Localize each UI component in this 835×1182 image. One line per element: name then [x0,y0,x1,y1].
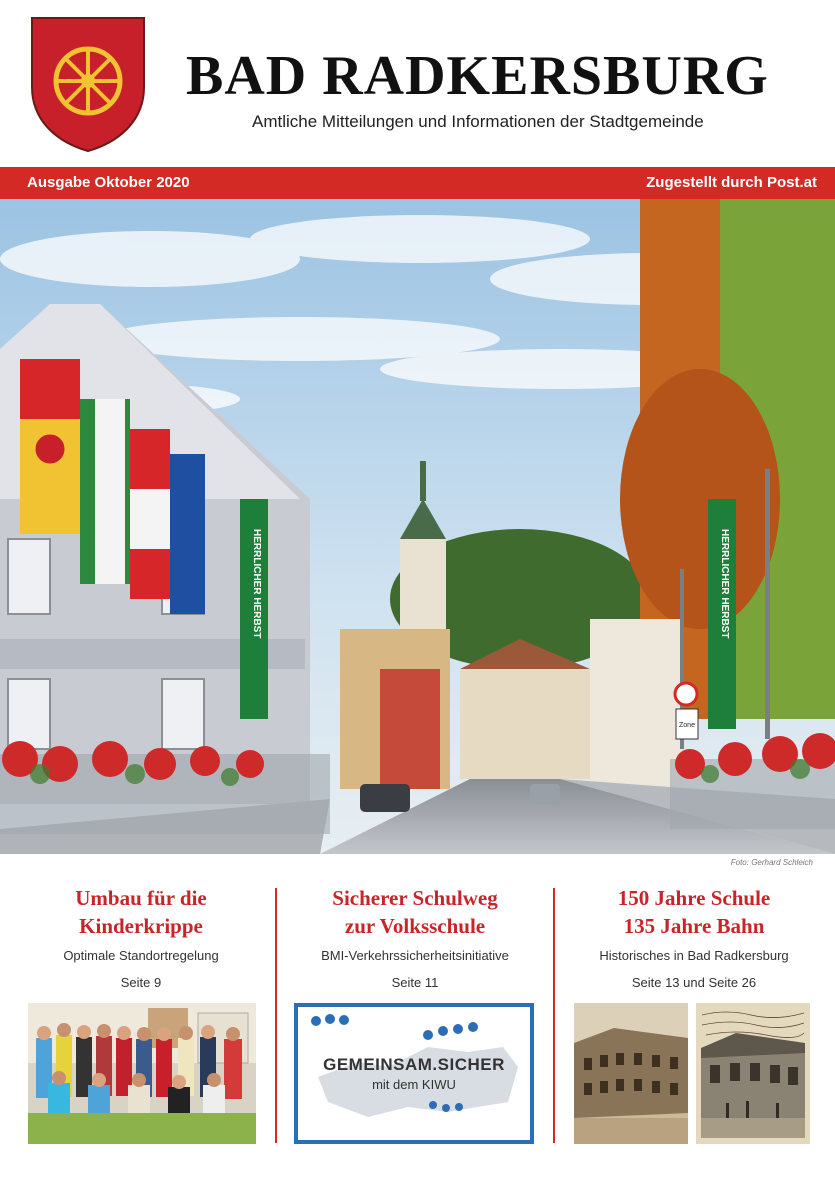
article-schulweg[interactable] [285,884,545,990]
masthead-subtitle: Amtliche Mitteilungen und Informationen der Stadtgemeinde [252,112,704,131]
article-page-ref: Seite 13 und Seite 26 [631,975,757,990]
logo-main-text: GEMEINSAM.SICHER [323,1055,505,1074]
historic-station-postcard [696,1003,810,1144]
gemeinsam-sicher-logo [294,1003,534,1144]
article-schule-bahn[interactable] [564,884,824,990]
article-kinderkrippe[interactable] [11,884,271,990]
issue-date: Ausgabe Oktober 2020 [27,174,190,191]
group-photo [28,1003,256,1144]
column-divider [553,888,555,1143]
article-page-ref: Seite 11 [391,975,439,990]
article-subline: Historisches in Bad Radkersburg [599,948,789,963]
hero-photo [0,199,835,854]
historic-school-photo [574,1003,688,1144]
article-subline: Optimale Standortregelung [63,948,219,963]
banner-text-right: HERRLICHER HERBST [719,529,730,639]
logo-sub-text: mit dem KIWU [372,1077,456,1092]
article-page-ref: Seite 9 [120,975,162,990]
delivery-note: Zugestellt durch Post.at [646,174,817,191]
banner-text-left: HERRLICHER HERBST [251,529,262,639]
wheel-crest-icon [28,15,148,153]
article-headline: Sicherer Schulweg zur Volksschule [332,886,498,938]
zone-sign-text: Zone [679,722,695,729]
column-divider [275,888,277,1143]
masthead-title: BAD RADKERSBURG [186,45,769,107]
issue-band [0,167,835,199]
article-headline: Umbau für die Kinderkrippe [75,886,207,938]
article-subline: BMI-Verkehrssicherheitsinitiative [321,948,509,963]
article-headline: 150 Jahre Schule 135 Jahre Bahn [617,886,771,938]
photo-credit: Foto: Gerhard Schleich [730,858,813,867]
